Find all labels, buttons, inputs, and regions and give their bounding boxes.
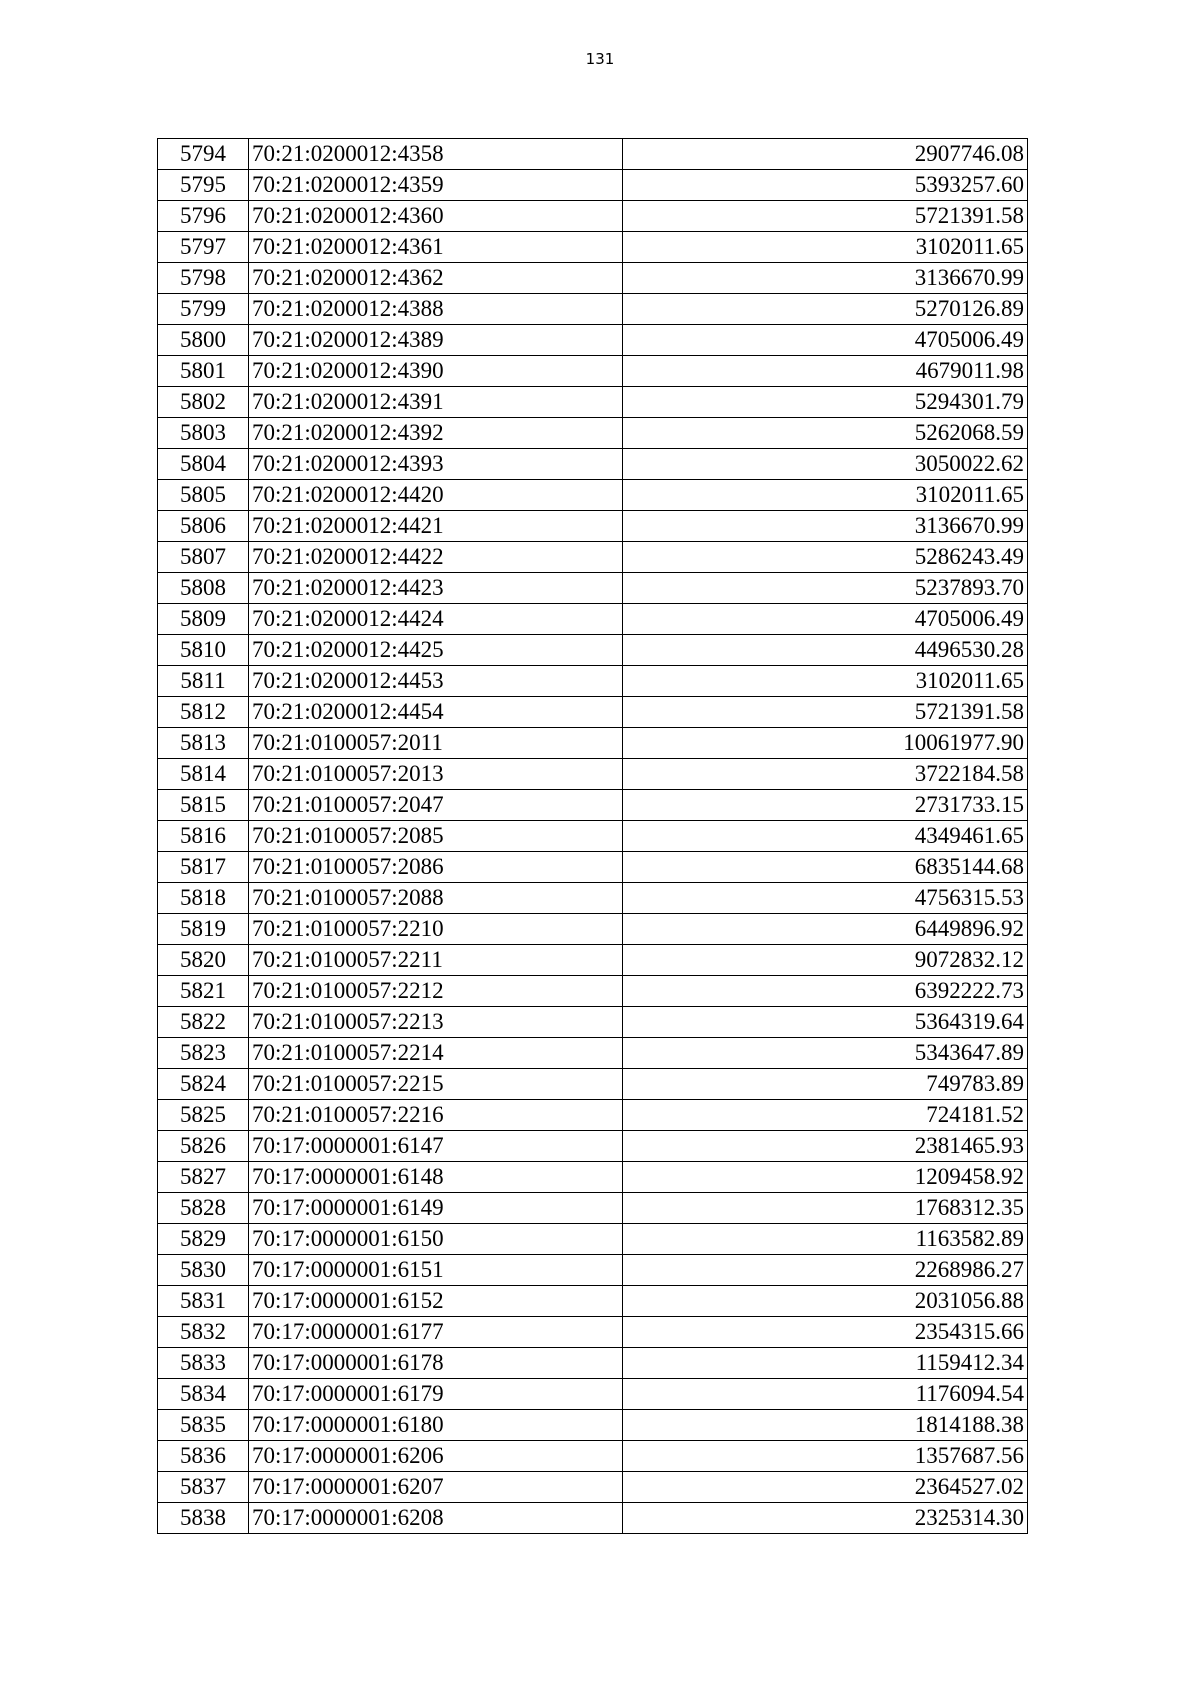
cadastral-number: 70:17:0000001:6148	[249, 1162, 623, 1193]
row-number: 5804	[158, 449, 249, 480]
row-number: 5836	[158, 1441, 249, 1472]
table-row	[158, 1069, 1028, 1100]
table-body	[158, 139, 1028, 1534]
cadastral-value: 5286243.49	[623, 542, 1028, 573]
table-row	[158, 511, 1028, 542]
row-number: 5832	[158, 1317, 249, 1348]
cadastral-number: 70:21:0100057:2213	[249, 1007, 623, 1038]
table-row	[158, 1441, 1028, 1472]
cadastral-value: 1163582.89	[623, 1224, 1028, 1255]
cadastral-value: 5393257.60	[623, 170, 1028, 201]
cadastral-number: 70:21:0200012:4424	[249, 604, 623, 635]
cadastral-value: 2325314.30	[623, 1503, 1028, 1534]
cadastral-number: 70:21:0200012:4421	[249, 511, 623, 542]
cadastral-value: 3102011.65	[623, 480, 1028, 511]
cadastral-number: 70:21:0200012:4358	[249, 139, 623, 170]
cadastral-value: 5270126.89	[623, 294, 1028, 325]
cadastral-value: 4349461.65	[623, 821, 1028, 852]
cadastral-table	[157, 138, 1028, 1534]
table-row	[158, 263, 1028, 294]
row-number: 5798	[158, 263, 249, 294]
cadastral-number: 70:21:0100057:2085	[249, 821, 623, 852]
row-number: 5833	[158, 1348, 249, 1379]
cadastral-value: 5343647.89	[623, 1038, 1028, 1069]
cadastral-value: 6392222.73	[623, 976, 1028, 1007]
table-row	[158, 1131, 1028, 1162]
cadastral-number: 70:17:0000001:6180	[249, 1410, 623, 1441]
cadastral-number: 70:21:0200012:4423	[249, 573, 623, 604]
row-number: 5800	[158, 325, 249, 356]
cadastral-number: 70:17:0000001:6208	[249, 1503, 623, 1534]
table-row	[158, 325, 1028, 356]
cadastral-value: 1814188.38	[623, 1410, 1028, 1441]
row-number: 5834	[158, 1379, 249, 1410]
row-number: 5799	[158, 294, 249, 325]
cadastral-number: 70:17:0000001:6207	[249, 1472, 623, 1503]
page-number: 131	[585, 50, 615, 68]
cadastral-number: 70:21:0100057:2088	[249, 883, 623, 914]
row-number: 5837	[158, 1472, 249, 1503]
row-number: 5831	[158, 1286, 249, 1317]
cadastral-number: 70:21:0200012:4391	[249, 387, 623, 418]
cadastral-value: 5721391.58	[623, 697, 1028, 728]
row-number: 5835	[158, 1410, 249, 1441]
cadastral-value: 6835144.68	[623, 852, 1028, 883]
table-row	[158, 573, 1028, 604]
table-row	[158, 1379, 1028, 1410]
table-row	[158, 1255, 1028, 1286]
cadastral-number: 70:21:0100057:2211	[249, 945, 623, 976]
cadastral-value: 4705006.49	[623, 325, 1028, 356]
row-number: 5796	[158, 201, 249, 232]
cadastral-number: 70:21:0200012:4361	[249, 232, 623, 263]
table-row	[158, 914, 1028, 945]
cadastral-value: 2731733.15	[623, 790, 1028, 821]
cadastral-number: 70:21:0100057:2011	[249, 728, 623, 759]
row-number: 5810	[158, 635, 249, 666]
table-row	[158, 294, 1028, 325]
row-number: 5822	[158, 1007, 249, 1038]
cadastral-number: 70:17:0000001:6147	[249, 1131, 623, 1162]
cadastral-number: 70:21:0200012:4425	[249, 635, 623, 666]
cadastral-value: 3102011.65	[623, 666, 1028, 697]
cadastral-number: 70:21:0100057:2216	[249, 1100, 623, 1131]
cadastral-number: 70:21:0200012:4389	[249, 325, 623, 356]
row-number: 5827	[158, 1162, 249, 1193]
row-number: 5807	[158, 542, 249, 573]
cadastral-number: 70:21:0200012:4360	[249, 201, 623, 232]
row-number: 5803	[158, 418, 249, 449]
cadastral-number: 70:21:0200012:4422	[249, 542, 623, 573]
table-row	[158, 1193, 1028, 1224]
cadastral-number: 70:17:0000001:6206	[249, 1441, 623, 1472]
row-number: 5826	[158, 1131, 249, 1162]
cadastral-value: 3050022.62	[623, 449, 1028, 480]
cadastral-value: 5262068.59	[623, 418, 1028, 449]
cadastral-number: 70:21:0200012:4359	[249, 170, 623, 201]
table-row	[158, 976, 1028, 1007]
cadastral-value: 5294301.79	[623, 387, 1028, 418]
row-number: 5815	[158, 790, 249, 821]
row-number: 5811	[158, 666, 249, 697]
table-row	[158, 356, 1028, 387]
table-row	[158, 542, 1028, 573]
cadastral-value: 3136670.99	[623, 263, 1028, 294]
row-number: 5802	[158, 387, 249, 418]
cadastral-number: 70:17:0000001:6179	[249, 1379, 623, 1410]
cadastral-value: 5721391.58	[623, 201, 1028, 232]
table-row	[158, 387, 1028, 418]
row-number: 5819	[158, 914, 249, 945]
row-number: 5808	[158, 573, 249, 604]
table-row	[158, 1317, 1028, 1348]
cadastral-value: 4756315.53	[623, 883, 1028, 914]
row-number: 5801	[158, 356, 249, 387]
row-number: 5829	[158, 1224, 249, 1255]
cadastral-value: 4496530.28	[623, 635, 1028, 666]
row-number: 5821	[158, 976, 249, 1007]
table-row	[158, 1286, 1028, 1317]
table-row	[158, 821, 1028, 852]
row-number: 5795	[158, 170, 249, 201]
table-row	[158, 790, 1028, 821]
cadastral-value: 5237893.70	[623, 573, 1028, 604]
cadastral-number: 70:21:0200012:4420	[249, 480, 623, 511]
cadastral-value: 749783.89	[623, 1069, 1028, 1100]
row-number: 5806	[158, 511, 249, 542]
cadastral-value: 1176094.54	[623, 1379, 1028, 1410]
table-row	[158, 1038, 1028, 1069]
table-row	[158, 759, 1028, 790]
cadastral-value: 1357687.56	[623, 1441, 1028, 1472]
cadastral-number: 70:21:0200012:4393	[249, 449, 623, 480]
cadastral-number: 70:21:0200012:4362	[249, 263, 623, 294]
cadastral-value: 10061977.90	[623, 728, 1028, 759]
cadastral-value: 5364319.64	[623, 1007, 1028, 1038]
row-number: 5830	[158, 1255, 249, 1286]
table-row	[158, 1224, 1028, 1255]
cadastral-value: 3722184.58	[623, 759, 1028, 790]
row-number: 5838	[158, 1503, 249, 1534]
cadastral-value: 6449896.92	[623, 914, 1028, 945]
row-number: 5820	[158, 945, 249, 976]
cadastral-number: 70:21:0100057:2214	[249, 1038, 623, 1069]
cadastral-number: 70:17:0000001:6151	[249, 1255, 623, 1286]
cadastral-number: 70:21:0200012:4388	[249, 294, 623, 325]
cadastral-value: 724181.52	[623, 1100, 1028, 1131]
table-row	[158, 139, 1028, 170]
cadastral-value: 4705006.49	[623, 604, 1028, 635]
table-row	[158, 883, 1028, 914]
table-row	[158, 1472, 1028, 1503]
table-row	[158, 1007, 1028, 1038]
row-number: 5805	[158, 480, 249, 511]
cadastral-number: 70:17:0000001:6150	[249, 1224, 623, 1255]
cadastral-number: 70:21:0100057:2212	[249, 976, 623, 1007]
row-number: 5812	[158, 697, 249, 728]
row-number: 5825	[158, 1100, 249, 1131]
table-row	[158, 1410, 1028, 1441]
row-number: 5814	[158, 759, 249, 790]
cadastral-value: 1209458.92	[623, 1162, 1028, 1193]
table-row	[158, 232, 1028, 263]
table-row	[158, 1503, 1028, 1534]
cadastral-value: 2381465.93	[623, 1131, 1028, 1162]
cadastral-number: 70:17:0000001:6178	[249, 1348, 623, 1379]
row-number: 5813	[158, 728, 249, 759]
table-row	[158, 449, 1028, 480]
cadastral-value: 3136670.99	[623, 511, 1028, 542]
cadastral-number: 70:21:0200012:4392	[249, 418, 623, 449]
table-row	[158, 1348, 1028, 1379]
cadastral-value: 2907746.08	[623, 139, 1028, 170]
cadastral-value: 1159412.34	[623, 1348, 1028, 1379]
cadastral-number: 70:17:0000001:6152	[249, 1286, 623, 1317]
table-row	[158, 170, 1028, 201]
cadastral-value: 3102011.65	[623, 232, 1028, 263]
table-row	[158, 201, 1028, 232]
row-number: 5794	[158, 139, 249, 170]
cadastral-value: 1768312.35	[623, 1193, 1028, 1224]
cadastral-number: 70:21:0100057:2086	[249, 852, 623, 883]
cadastral-value: 2364527.02	[623, 1472, 1028, 1503]
cadastral-value: 2031056.88	[623, 1286, 1028, 1317]
table-row	[158, 604, 1028, 635]
cadastral-number: 70:17:0000001:6177	[249, 1317, 623, 1348]
cadastral-number: 70:17:0000001:6149	[249, 1193, 623, 1224]
row-number: 5818	[158, 883, 249, 914]
table-row	[158, 945, 1028, 976]
table-row	[158, 697, 1028, 728]
row-number: 5823	[158, 1038, 249, 1069]
cadastral-value: 2354315.66	[623, 1317, 1028, 1348]
table-row	[158, 418, 1028, 449]
table-row	[158, 666, 1028, 697]
row-number: 5828	[158, 1193, 249, 1224]
row-number: 5809	[158, 604, 249, 635]
cadastral-value: 2268986.27	[623, 1255, 1028, 1286]
cadastral-number: 70:21:0200012:4390	[249, 356, 623, 387]
row-number: 5797	[158, 232, 249, 263]
cadastral-number: 70:21:0100057:2047	[249, 790, 623, 821]
cadastral-value: 4679011.98	[623, 356, 1028, 387]
table-row	[158, 852, 1028, 883]
cadastral-number: 70:21:0200012:4454	[249, 697, 623, 728]
cadastral-value: 9072832.12	[623, 945, 1028, 976]
table-row	[158, 480, 1028, 511]
table-row	[158, 1100, 1028, 1131]
row-number: 5824	[158, 1069, 249, 1100]
table-row	[158, 728, 1028, 759]
row-number: 5816	[158, 821, 249, 852]
cadastral-number: 70:21:0200012:4453	[249, 666, 623, 697]
cadastral-number: 70:21:0100057:2215	[249, 1069, 623, 1100]
cadastral-number: 70:21:0100057:2013	[249, 759, 623, 790]
table-row	[158, 635, 1028, 666]
row-number: 5817	[158, 852, 249, 883]
cadastral-number: 70:21:0100057:2210	[249, 914, 623, 945]
table-row	[158, 1162, 1028, 1193]
